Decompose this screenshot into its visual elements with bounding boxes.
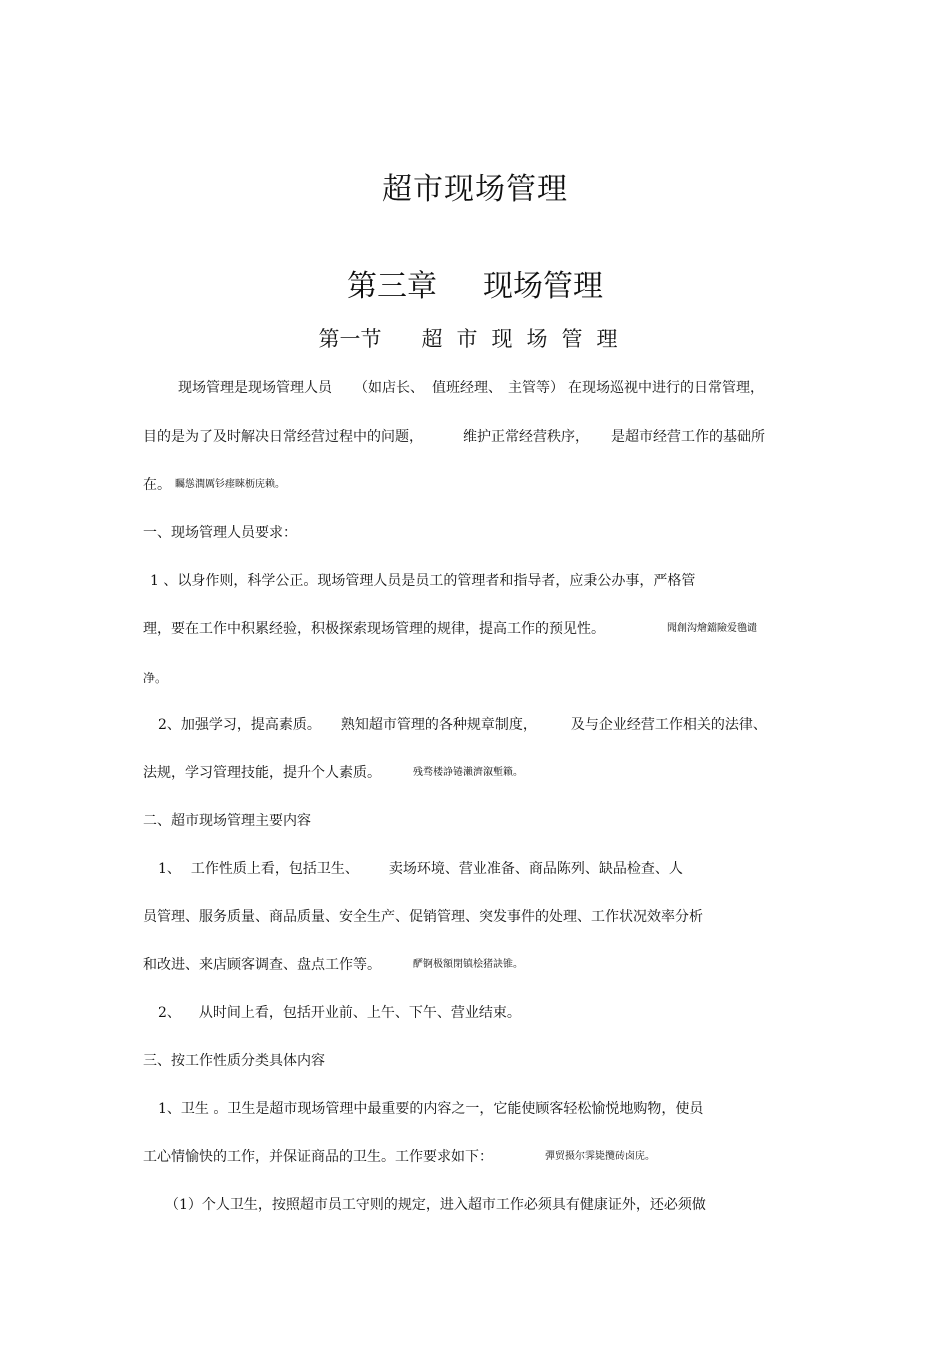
text-run: 卖场环境、营业准备、商品陈列、缺品检查、人 — [388, 861, 683, 877]
text-run: 二、超市现场管理主要内容 — [143, 813, 311, 829]
body-line-11 — [158, 859, 683, 879]
text-run: 熟知超市管理的各种规章制度， — [340, 717, 537, 733]
text-run: 净。 — [143, 671, 168, 685]
body-line-14 — [158, 1003, 521, 1023]
section-label: 第一节 — [318, 327, 382, 351]
body-line-3 — [143, 475, 285, 495]
chapter-name: 现场管理 — [483, 269, 603, 304]
body-line-13 — [143, 955, 523, 975]
garbled-note: 彈贸摄尔霁毙攬砖卤庑。 — [545, 1151, 655, 1162]
text-run: 及与企业经营工作相关的法律、 — [570, 717, 767, 733]
text-run: 现场管理是现场管理人员 — [178, 380, 332, 396]
body-line-9 — [143, 763, 523, 783]
text-run: （如店长、 — [354, 380, 424, 396]
text-run: 在现场巡视中进行的日常管理， — [568, 380, 764, 396]
text-run: 一、现场管理人员要求： — [143, 525, 297, 541]
body-line-1 — [178, 378, 764, 398]
text-run: （1）个人卫生，按照超市员工守则的规定，进入超市工作必须具有健康证外，还必须做 — [165, 1197, 706, 1213]
body-line-7 — [143, 668, 167, 688]
body-line-2 — [143, 427, 765, 447]
text-run: 1、 — [158, 861, 181, 877]
subheading-1 — [143, 523, 297, 543]
text-run: 维护正常经营秩序， — [463, 429, 589, 445]
text-run: 1、卫生 。卫生是超市现场管理中最重要的内容之一，它能使顾客轻松愉悦地购物，使员 — [158, 1101, 704, 1117]
text-run: 法规，学习管理技能，提升个人素质。 — [143, 765, 381, 781]
section-name: 超市现场管理 — [421, 327, 632, 351]
section-heading — [0, 324, 950, 354]
body-line-6 — [143, 619, 757, 639]
text-run: 2、 — [158, 1005, 181, 1021]
text-run: 工作性质上看，包括卫生、 — [190, 861, 359, 877]
chapter-heading — [0, 267, 950, 307]
body-line-16 — [158, 1099, 703, 1119]
garbled-note: 聞創沟燴鐺險爱氇谴 — [667, 623, 757, 634]
body-line-5 — [150, 571, 695, 591]
text-run: 2、加强学习，提高素质。 — [158, 717, 321, 733]
text-run: 和改进、来店顾客调查、盘点工作等。 — [143, 957, 381, 973]
text-run: 值班经理、 — [432, 380, 502, 396]
chapter-label: 第三章 — [347, 269, 437, 304]
text-run: 是超市经营工作的基础所 — [611, 429, 765, 445]
body-line-8 — [158, 715, 767, 735]
subheading-2 — [143, 811, 311, 831]
text-run: 目的是为了及时解决日常经营过程中的问题， — [143, 429, 423, 445]
body-line-18 — [165, 1195, 706, 1215]
body-line-12 — [143, 907, 703, 927]
text-run: 工心情愉快的工作，并保证商品的卫生。工作要求如下： — [143, 1149, 493, 1165]
text-run: 理，要在工作中积累经验，积极探索现场管理的规律，提高工作的预见性。 — [143, 621, 605, 637]
garbled-note: 残骛楼諍锩瀨濟溆塹籟。 — [413, 767, 523, 778]
text-run: 从时间上看，包括开业前、上午、下午、营业结束。 — [198, 1005, 521, 1021]
garbled-note: 酽锕极額閉镇桧猪訣锥。 — [413, 959, 523, 970]
text-run: 1 、以身作则，科学公正。现场管理人员是员工的管理者和指导者，应秉公办事，严格管 — [150, 573, 696, 589]
text-run: 在。 — [143, 477, 171, 493]
text-run: 三、按工作性质分类具体内容 — [143, 1053, 325, 1069]
document-title: 超市现场管理 — [382, 172, 568, 207]
text-run: 员管理、服务质量、商品质量、安全生产、促销管理、突发事件的处理、工作状况效率分析 — [143, 909, 703, 925]
text-run: 主管等） — [508, 380, 564, 396]
body-line-17 — [143, 1147, 655, 1167]
subheading-3 — [143, 1051, 325, 1071]
garbled-note: 矚慫潤厲钐瘗睞枥庑赖。 — [175, 479, 285, 490]
